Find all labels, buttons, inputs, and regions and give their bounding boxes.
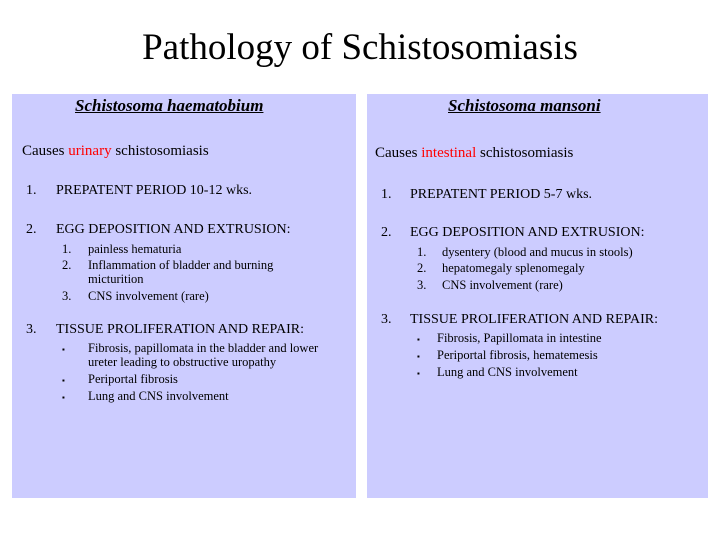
left-item2-text: EGG DEPOSITION AND EXTRUSION:	[56, 222, 291, 237]
left-item3-sub-text: ureter leading to obstructive uropathy	[88, 355, 277, 369]
right-item2-sub-number: 2.	[417, 261, 427, 275]
right-causes-prefix: Causes	[375, 145, 422, 161]
right-item3-sub-text: Periportal fibrosis, hematemesis	[437, 348, 598, 362]
left-item2-sub-text: micturition	[88, 272, 144, 286]
right-item2-sub-text: dysentery (blood and mucus in stools)	[442, 245, 633, 259]
left-item2-sub-text: Inflammation of bladder and burning	[88, 258, 274, 272]
right-causes-suffix: schistosomiasis	[476, 145, 574, 161]
right-item1-text: PREPATENT PERIOD 5-7 wks.	[410, 187, 593, 202]
right-item1-number: 1.	[381, 187, 392, 202]
left-item3-bullet: ▪	[62, 376, 65, 385]
left-item2-sub-text: painless hematuria	[88, 242, 182, 256]
right-item3-bullet: ▪	[417, 369, 420, 378]
right-item3-bullet: ▪	[417, 335, 420, 344]
left-item3-sub-text: Fibrosis, papillomata in the bladder and lower	[88, 341, 319, 355]
right-item3-number: 3.	[381, 312, 392, 327]
right-item3-bullet: ▪	[417, 352, 420, 361]
left-item3-sub-text: Lung and CNS involvement	[88, 389, 229, 403]
left-item3-bullet: ▪	[62, 345, 65, 354]
left-item2-sub-text: CNS involvement (rare)	[88, 289, 209, 303]
right-item3-sub-text: Lung and CNS involvement	[437, 365, 578, 379]
right-item3-sub-text: Fibrosis, Papillomata in intestine	[437, 331, 602, 345]
left-item2-sub-number: 2.	[62, 258, 72, 272]
left-item3-sub-text: Periportal fibrosis	[88, 372, 178, 386]
right-item2-sub-number: 1.	[417, 245, 427, 259]
page-title: Pathology of Schistosomiasis	[142, 27, 578, 68]
left-item1-text: PREPATENT PERIOD 10-12 wks.	[56, 183, 253, 198]
left-causes-suffix: schistosomiasis	[111, 143, 209, 159]
left-item2-number: 2.	[26, 222, 37, 237]
left-item2-sub-number: 1.	[62, 242, 72, 256]
right-item2-sub-number: 3.	[417, 278, 427, 292]
left-heading: Schistosoma haematobium	[75, 96, 264, 115]
left-causes-prefix: Causes	[22, 143, 69, 159]
left-item3-bullet: ▪	[62, 393, 65, 402]
right-item2-sub-text: CNS involvement (rare)	[442, 278, 563, 292]
left-item3-text: TISSUE PROLIFERATION AND REPAIR:	[56, 322, 305, 337]
left-item3-number: 3.	[26, 322, 37, 337]
left-causes	[22, 143, 209, 160]
right-item2-number: 2.	[381, 225, 392, 240]
right-heading: Schistosoma mansoni	[448, 96, 601, 115]
right-item2-sub-text: hepatomegaly splenomegaly	[442, 261, 585, 275]
left-item2-sub-number: 3.	[62, 289, 72, 303]
right-item2-text: EGG DEPOSITION AND EXTRUSION:	[410, 225, 645, 240]
left-item1-number: 1.	[26, 183, 37, 198]
right-causes	[375, 145, 573, 162]
right-item3-text: TISSUE PROLIFERATION AND REPAIR:	[410, 312, 659, 327]
right-causes-highlight: intestinal	[421, 145, 477, 161]
left-causes-highlight: urinary	[68, 143, 112, 159]
